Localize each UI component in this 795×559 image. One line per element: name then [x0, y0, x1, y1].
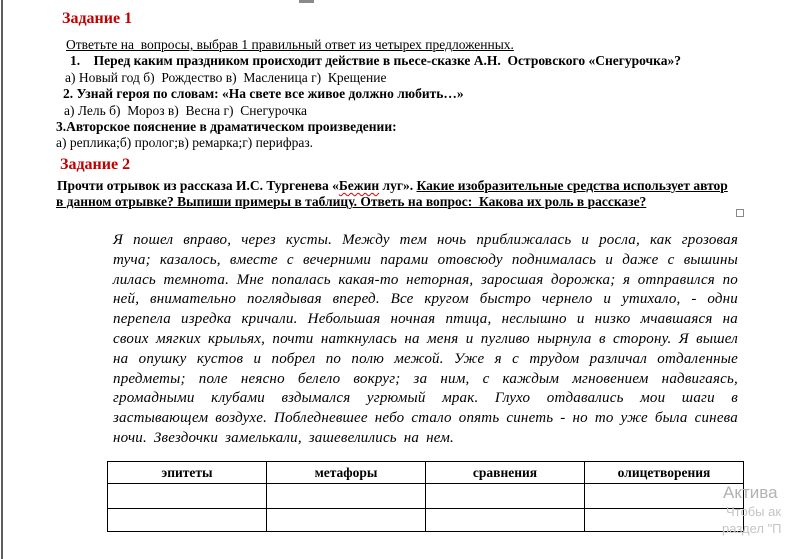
- watermark-line-1: Актива: [723, 483, 778, 502]
- table-cell[interactable]: [585, 484, 744, 509]
- task2-instructions-plain1: Прочти отрывок из рассказа И.С. Тургенева «: [57, 178, 339, 193]
- column-header-epithets: эпитеты: [108, 462, 267, 484]
- table-header-row: [108, 462, 744, 484]
- task1-question-1-options: а) Новый год б) Рождество в) Масленица г) Крещение: [65, 70, 387, 85]
- table-cell[interactable]: [426, 484, 585, 509]
- task1-intro: Ответьте на вопросы, выбрав 1 правильный ответ из четырех предложенных.: [66, 37, 514, 52]
- table-cell[interactable]: [426, 509, 585, 532]
- table-cell[interactable]: [108, 509, 267, 532]
- task2-title: Задание 2: [60, 156, 131, 173]
- table-cell[interactable]: [267, 484, 426, 509]
- object-anchor-marker: [736, 209, 744, 217]
- task2-instructions-plain2: луг».: [379, 178, 417, 193]
- table-row: [108, 484, 744, 509]
- watermark-line-2: Чтобы ак: [726, 504, 782, 519]
- table-cell[interactable]: [108, 484, 267, 509]
- table-cell[interactable]: [585, 509, 744, 532]
- misspelled-word: Бежин: [338, 178, 380, 193]
- column-header-personifications: олицетворения: [585, 462, 744, 484]
- task2-instructions-line1: [57, 178, 728, 194]
- task1-question-1: 1. Перед каким праздником происходит действие в пьесе-сказке А.Н. Островского «Снегурочка»?: [70, 53, 681, 68]
- task1-question-2-options: а) Лель б) Мороз в) Весна г) Снегурочка: [64, 103, 308, 118]
- table-row: [108, 509, 744, 532]
- task1-question-2: 2. Узнай героя по словам: «На свете все живое должно любить…»: [63, 86, 464, 101]
- analysis-table: [107, 461, 744, 532]
- task1-question-3-options: а) реплика;б) пролог;в) ремарка;г) перифраз.: [56, 135, 314, 150]
- task1-question-3: 3.Авторское пояснение в драматическом произведении:: [56, 119, 397, 134]
- page-edge-line: [1, 0, 3, 559]
- task1-title: Задание 1: [62, 10, 133, 27]
- table-cell[interactable]: [267, 509, 426, 532]
- watermark-line-3: раздел "П: [722, 521, 782, 536]
- column-header-metaphors: метафоры: [267, 462, 426, 484]
- column-header-similes: сравнения: [426, 462, 585, 484]
- window-edge-fragment: [299, 0, 314, 3]
- task2-instructions-line2: в данном отрывке? Выпиши примеры в таблицу. Ответь на вопрос: Какова их роль в рассказе?: [56, 194, 647, 209]
- task2-instructions-underlined1: Какие изобразительные средства использует автор: [416, 178, 728, 193]
- excerpt-paragraph: Я пошел вправо, через кусты. Между тем ночь приближалась и росла, как грозовая туча; казалось, вместе с вечерними парами отовсюду поднималась и даже с вышины лилась темнота. Мне попалась какая-то неторная, заросшая дорожка; я отправился по ней, внимательно поглядывая вперед. Все кругом быстро чернело и утихало, - одни перепела изредка кричали. Небольшая ночная птица, неслышно и низко мчавшаяся на своих мягких крыльях, почти наткнулась на меня и пугливо нырнула в сторону. Я вышел на опушку кустов и побрел по полю межой. Уже я с трудом различал отдаленные предметы; поле неясно белело вокруг; за ним, с каждым мгновением надвигаясь, громадными клубами вздымался угрюмый мрак. Глухо отдавались мои шаги в застывающем воздухе. Побледневшее небо стало опять синеть - но то уже была синева ночи. Звездочки замелькали, зашевелились на нем.: [113, 232, 738, 446]
